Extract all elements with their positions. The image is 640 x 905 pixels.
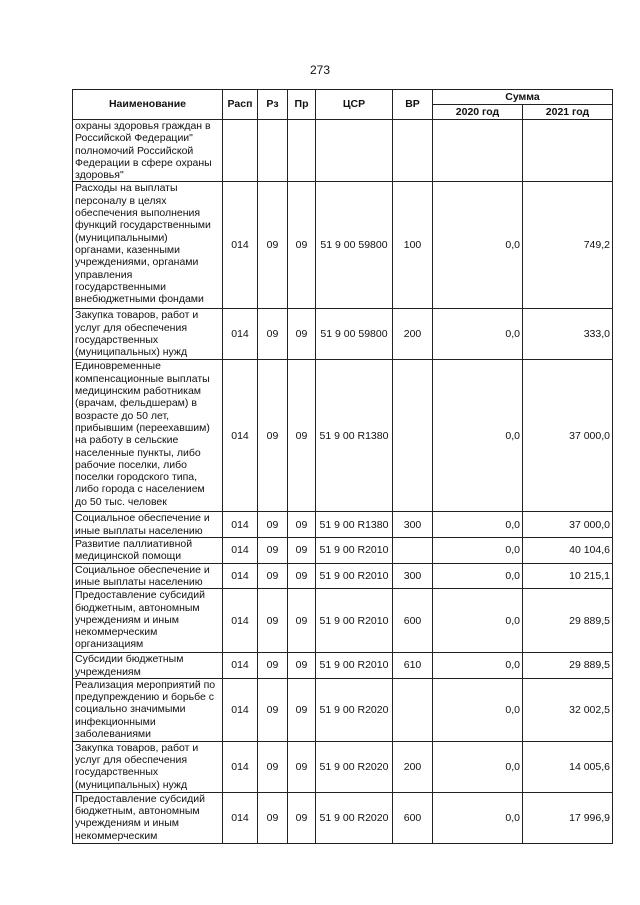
cell-pr: 09 <box>288 538 316 564</box>
cell-rasp <box>223 120 258 182</box>
row-name-line: социально значимыми <box>75 703 186 716</box>
row-name-line: населенные пункты, либо <box>75 446 201 459</box>
row-name-line: до 50 тыс. человек <box>75 495 167 508</box>
row-name-line: на работу в сельские <box>75 434 179 447</box>
table-row <box>73 360 613 512</box>
header-year-2020: 2020 год <box>433 105 523 120</box>
cell-sum-2021: 10 215,1 <box>523 563 613 589</box>
cell-rz: 09 <box>258 563 288 589</box>
row-name <box>73 538 223 564</box>
cell-pr: 09 <box>288 792 316 843</box>
row-name-line: Развитие паллиативной <box>75 538 193 551</box>
row-name-line: бюджетным, автономным <box>75 805 200 818</box>
row-name-line: некоммерческим <box>75 829 158 842</box>
cell-pr: 09 <box>288 512 316 538</box>
row-name-line: медицинским работникам <box>75 385 201 398</box>
row-name-line: прибывшим (переехавшим) <box>75 421 210 434</box>
row-name-line: Федерации в сфере охраны <box>75 156 212 169</box>
row-name <box>73 792 223 843</box>
cell-sum-2020: 0,0 <box>433 678 523 741</box>
row-name-line: государственных <box>75 334 159 347</box>
header-rasp: Расп <box>223 90 258 120</box>
row-name-line: Закупка товаров, работ и <box>75 309 199 322</box>
header-vr: ВР <box>393 90 433 120</box>
cell-pr: 09 <box>288 678 316 741</box>
row-name-line: некоммерческим <box>75 626 158 639</box>
cell-sum-2021: 333,0 <box>523 309 613 360</box>
table-row <box>73 589 613 653</box>
row-name-line: рабочие поселки, либо <box>75 458 187 471</box>
cell-pr: 09 <box>288 589 316 653</box>
cell-sum-2021: 29 889,5 <box>523 589 613 653</box>
row-name-line: бюджетным, автономным <box>75 601 200 614</box>
table-row <box>73 538 613 564</box>
cell-rz: 09 <box>258 653 288 679</box>
cell-sum-2021: 37 000,0 <box>523 512 613 538</box>
row-name-line: организациям <box>75 638 144 651</box>
row-name-line: Социальное обеспечение и <box>75 563 210 576</box>
cell-rasp: 014 <box>223 360 258 512</box>
row-name-line: возрасте до 50 лет, <box>75 409 170 422</box>
cell-vr <box>393 678 433 741</box>
cell-rz: 09 <box>258 182 288 309</box>
cell-vr: 610 <box>393 653 433 679</box>
table-row <box>73 182 613 309</box>
row-name-line: Предоставление субсидий <box>75 792 205 805</box>
cell-sum-2020: 0,0 <box>433 563 523 589</box>
cell-pr: 09 <box>288 741 316 792</box>
cell-rz: 09 <box>258 538 288 564</box>
row-name-line: государственными <box>75 280 166 293</box>
row-name-line: органами, казенными <box>75 243 180 256</box>
cell-rasp: 014 <box>223 589 258 653</box>
cell-pr: 09 <box>288 653 316 679</box>
cell-rz: 09 <box>258 309 288 360</box>
cell-sum-2020 <box>433 120 523 182</box>
cell-vr <box>393 538 433 564</box>
cell-vr: 300 <box>393 512 433 538</box>
cell-sum-2021: 40 104,6 <box>523 538 613 564</box>
cell-vr: 600 <box>393 792 433 843</box>
row-name-line: внебюджетными фондами <box>75 293 204 306</box>
cell-sum-2020: 0,0 <box>433 360 523 512</box>
cell-sum-2021: 37 000,0 <box>523 360 613 512</box>
row-name-line: полномочий Российской <box>75 144 194 157</box>
cell-sum-2020: 0,0 <box>433 741 523 792</box>
table-row <box>73 678 613 741</box>
cell-pr: 09 <box>288 360 316 512</box>
cell-sum-2021: 32 002,5 <box>523 678 613 741</box>
row-name-line: Закупка товаров, работ и <box>75 741 199 754</box>
cell-csr: 51 9 00 R1380 <box>316 512 393 538</box>
cell-sum-2020: 0,0 <box>433 792 523 843</box>
cell-csr: 51 9 00 R2010 <box>316 563 393 589</box>
row-name-line: охраны здоровья граждан в <box>75 120 211 132</box>
cell-csr: 51 9 00 R2020 <box>316 741 393 792</box>
cell-csr: 51 9 00 R2010 <box>316 538 393 564</box>
row-name-line: поселки городского типа, <box>75 471 198 484</box>
cell-csr: 51 9 00 R2020 <box>316 792 393 843</box>
cell-rz: 09 <box>258 589 288 653</box>
row-name-line: услуг для обеспечения <box>75 754 188 767</box>
row-name <box>73 678 223 741</box>
row-name <box>73 309 223 360</box>
row-name-line: (муниципальными) <box>75 231 168 244</box>
row-name-line: заболеваниями <box>75 728 151 741</box>
cell-sum-2020: 0,0 <box>433 309 523 360</box>
row-name-line: (муниципальных) нужд <box>75 346 188 359</box>
cell-rz: 09 <box>258 741 288 792</box>
cell-sum-2020: 0,0 <box>433 538 523 564</box>
cell-csr: 51 9 00 R2010 <box>316 589 393 653</box>
cell-csr: 51 9 00 R1380 <box>316 360 393 512</box>
row-name-line: обеспечения выполнения <box>75 207 201 220</box>
row-name-line: Российской Федерации" <box>75 132 193 145</box>
cell-rasp: 014 <box>223 678 258 741</box>
cell-rasp: 014 <box>223 653 258 679</box>
row-name-line: медицинской помощи <box>75 550 182 563</box>
cell-rz: 09 <box>258 360 288 512</box>
budget-table <box>72 89 613 844</box>
cell-vr: 600 <box>393 589 433 653</box>
cell-vr <box>393 360 433 512</box>
row-name-line: учреждениям и иным <box>75 817 179 830</box>
row-name-line: Предоставление субсидий <box>75 589 205 602</box>
cell-csr <box>316 120 393 182</box>
row-name-line: иные выплаты населению <box>75 524 203 537</box>
cell-sum-2021: 17 996,9 <box>523 792 613 843</box>
row-name-line: либо города с населением <box>75 483 205 496</box>
row-name <box>73 512 223 538</box>
row-name <box>73 182 223 309</box>
table-body <box>73 120 613 844</box>
table-row <box>73 120 613 182</box>
header-sum: Сумма <box>433 90 613 105</box>
row-name <box>73 360 223 512</box>
row-name-line: предупреждению и борьбе с <box>75 691 215 704</box>
cell-rz: 09 <box>258 512 288 538</box>
cell-sum-2020: 0,0 <box>433 512 523 538</box>
cell-sum-2021: 14 005,6 <box>523 741 613 792</box>
row-name-line: управления <box>75 268 133 281</box>
row-name-line: (врачам, фельдшерам) в <box>75 397 197 410</box>
row-name-line: иные выплаты населению <box>75 575 203 588</box>
cell-sum-2021: 749,2 <box>523 182 613 309</box>
header-rz: Рз <box>258 90 288 120</box>
cell-csr: 51 9 00 59800 <box>316 182 393 309</box>
row-name-line: Единовременные <box>75 360 161 373</box>
row-name-line: Социальное обеспечение и <box>75 512 210 525</box>
cell-pr: 09 <box>288 182 316 309</box>
cell-pr: 09 <box>288 309 316 360</box>
row-name-line: компенсационные выплаты <box>75 372 210 385</box>
cell-rasp: 014 <box>223 792 258 843</box>
cell-sum-2020: 0,0 <box>433 182 523 309</box>
cell-rasp: 014 <box>223 309 258 360</box>
row-name-line: учреждениями, органами <box>75 256 199 269</box>
table-row <box>73 792 613 843</box>
cell-rasp: 014 <box>223 563 258 589</box>
cell-rasp: 014 <box>223 538 258 564</box>
cell-pr <box>288 120 316 182</box>
row-name <box>73 741 223 792</box>
cell-vr: 200 <box>393 741 433 792</box>
cell-rz: 09 <box>258 678 288 741</box>
table-row <box>73 512 613 538</box>
cell-rasp: 014 <box>223 741 258 792</box>
cell-sum-2021: 29 889,5 <box>523 653 613 679</box>
cell-sum-2020: 0,0 <box>433 653 523 679</box>
cell-pr: 09 <box>288 563 316 589</box>
header-pr: Пр <box>288 90 316 120</box>
cell-sum-2021 <box>523 120 613 182</box>
row-name <box>73 653 223 679</box>
row-name-line: здоровья" <box>75 169 124 182</box>
cell-rz: 09 <box>258 792 288 843</box>
cell-rasp: 014 <box>223 182 258 309</box>
table-row <box>73 741 613 792</box>
row-name-line: государственных <box>75 766 159 779</box>
row-name-line: инфекционными <box>75 715 156 728</box>
row-name-line: Реализация мероприятий по <box>75 678 216 691</box>
page-number: 273 <box>309 63 331 77</box>
cell-sum-2020: 0,0 <box>433 589 523 653</box>
header-year-2021: 2021 год <box>523 105 613 120</box>
row-name-line: Расходы на выплаты <box>75 182 178 195</box>
row-name-line: Субсидии бюджетным <box>75 653 184 666</box>
row-name <box>73 120 223 182</box>
cell-rz <box>258 120 288 182</box>
header-csr: ЦСР <box>316 90 393 120</box>
cell-vr <box>393 120 433 182</box>
table-row <box>73 309 613 360</box>
cell-vr: 100 <box>393 182 433 309</box>
row-name-line: функций государственными <box>75 219 211 232</box>
cell-csr: 51 9 00 R2010 <box>316 653 393 679</box>
cell-csr: 51 9 00 59800 <box>316 309 393 360</box>
header-name: Наименование <box>73 90 223 120</box>
cell-csr: 51 9 00 R2020 <box>316 678 393 741</box>
row-name <box>73 563 223 589</box>
cell-vr: 300 <box>393 563 433 589</box>
table-row <box>73 653 613 679</box>
row-name <box>73 589 223 653</box>
row-name-line: (муниципальных) нужд <box>75 778 188 791</box>
row-name-line: услуг для обеспечения <box>75 321 188 334</box>
row-name-line: учреждениям <box>75 665 141 678</box>
table-row <box>73 563 613 589</box>
row-name-line: учреждениям и иным <box>75 613 179 626</box>
cell-rasp: 014 <box>223 512 258 538</box>
row-name-line: персоналу в целях <box>75 194 167 207</box>
cell-vr: 200 <box>393 309 433 360</box>
